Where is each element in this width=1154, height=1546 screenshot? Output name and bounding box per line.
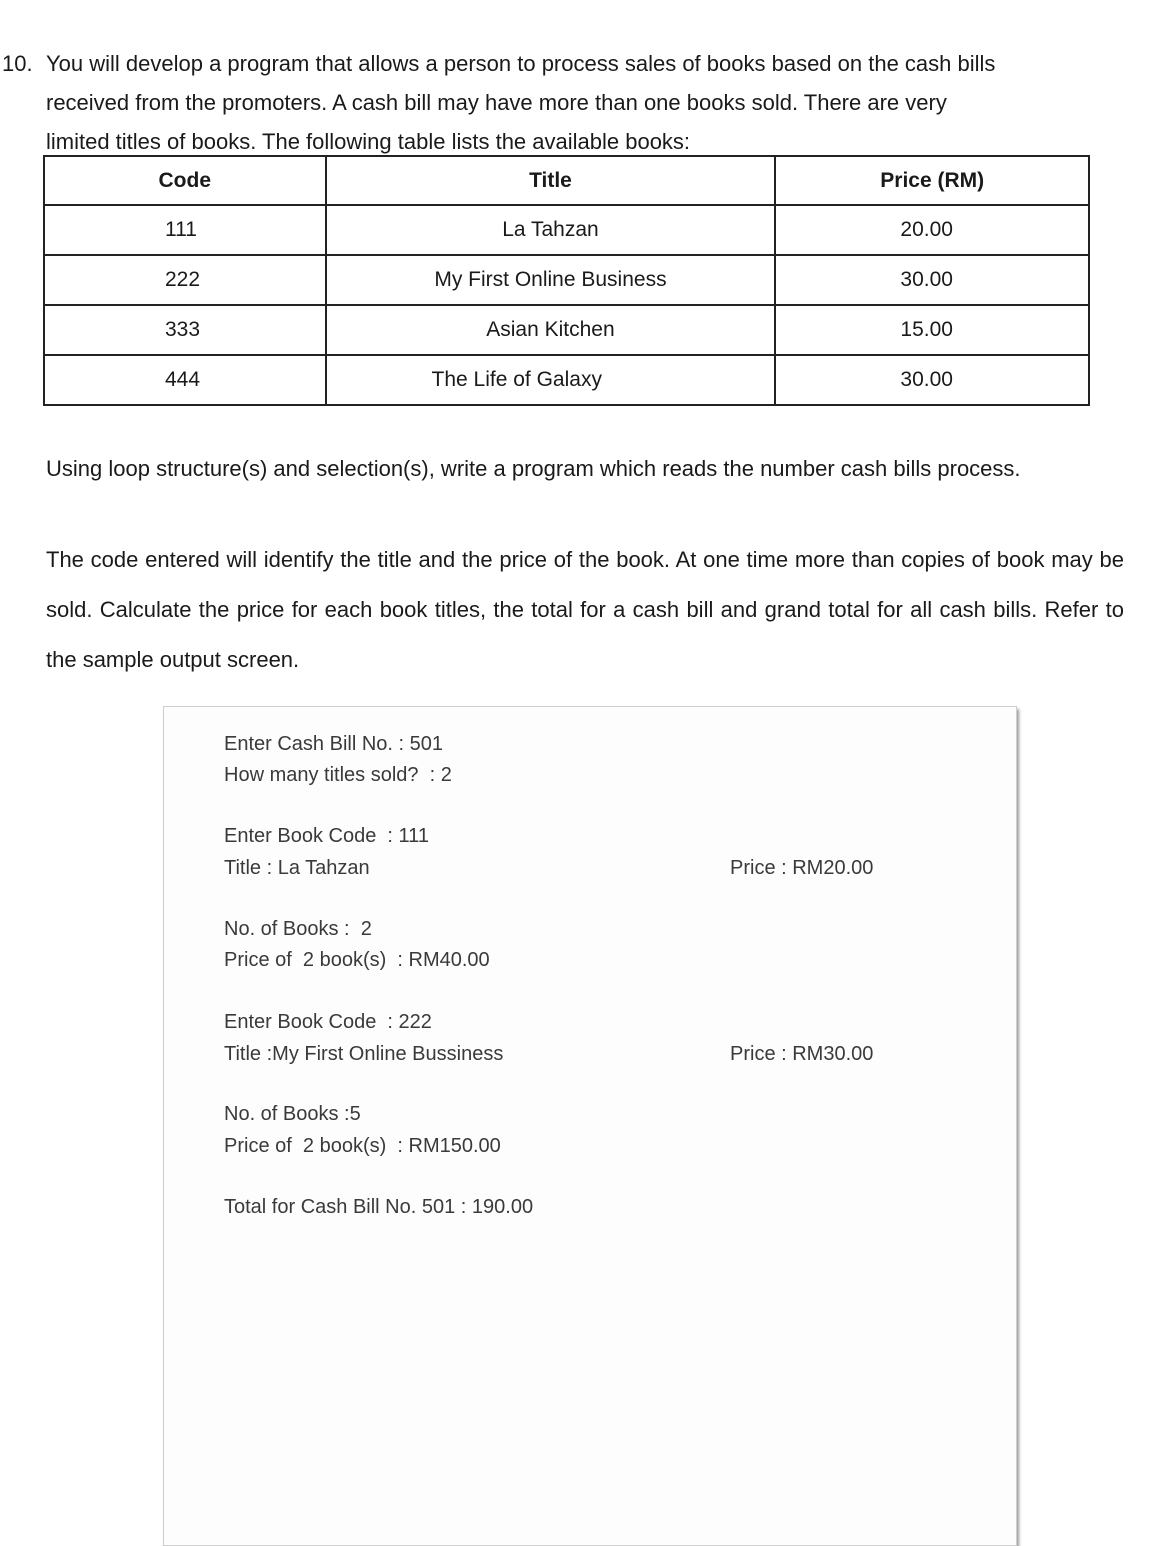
question-intro xyxy=(46,44,1136,161)
output-book1-price: Price : RM20.00 xyxy=(730,857,874,879)
book-title: My First Online Business xyxy=(326,255,776,305)
book-code: 222 xyxy=(44,255,326,305)
book-code: 111 xyxy=(44,205,326,255)
table-row xyxy=(44,205,1089,255)
instruction-text: Using loop structure(s) and selection(s), write a program which reads the number cash bills process. xyxy=(46,456,1021,481)
intro-line: limited titles of books. The following table lists the available books: xyxy=(46,129,691,154)
book-price: 20.00 xyxy=(775,205,1089,255)
table-row xyxy=(44,255,1089,305)
book-title: The Life of Galaxy xyxy=(326,355,776,405)
instruction-paragraph-2 xyxy=(46,535,1124,685)
output-bill-total: Total for Cash Bill No. 501 : 190.00 xyxy=(224,1196,534,1218)
instruction-paragraph-1 xyxy=(46,452,1124,486)
output-book2-code: Enter Book Code : 222 xyxy=(224,1011,432,1033)
output-book1-qty: No. of Books : 2 xyxy=(224,918,372,940)
book-code: 333 xyxy=(44,305,326,355)
table-header-row xyxy=(44,156,1089,205)
output-book2-title: Title :My First Online Bussiness xyxy=(224,1043,504,1065)
book-price: 30.00 xyxy=(775,255,1089,305)
question-number: 10. xyxy=(2,51,33,76)
book-price: 15.00 xyxy=(775,305,1089,355)
book-title: Asian Kitchen xyxy=(326,305,776,355)
output-titles-sold: How many titles sold? : 2 xyxy=(224,764,452,786)
sample-output-screen xyxy=(163,706,1017,1546)
instruction-text: The code entered will identify the title and the price of the book. At one time more than copies of book may be sold. Calculate the price for each book titles, the total for a cash bill and grand total for all cash bills. Refer to the sample output screen. xyxy=(46,547,1124,672)
output-cash-bill: Enter Cash Bill No. : 501 xyxy=(224,733,443,755)
output-book2-total: Price of 2 book(s) : RM150.00 xyxy=(224,1135,501,1157)
output-book2-qty: No. of Books :5 xyxy=(224,1103,361,1125)
output-book2-price: Price : RM30.00 xyxy=(730,1043,874,1065)
intro-line: You will develop a program that allows a person to process sales of books based on the cash bills xyxy=(46,51,996,76)
table-row xyxy=(44,355,1089,405)
header-code: Code xyxy=(44,156,326,205)
book-price: 30.00 xyxy=(775,355,1089,405)
table-row xyxy=(44,305,1089,355)
intro-line: received from the promoters. A cash bill may have more than one books sold. There are very xyxy=(46,90,947,115)
book-title: La Tahzan xyxy=(326,205,776,255)
books-table xyxy=(43,155,1090,406)
book-code: 444 xyxy=(44,355,326,405)
header-price: Price (RM) xyxy=(775,156,1089,205)
header-title: Title xyxy=(326,156,776,205)
output-book1-title: Title : La Tahzan xyxy=(224,857,370,879)
output-book1-code: Enter Book Code : 111 xyxy=(224,825,429,847)
output-book1-total: Price of 2 book(s) : RM40.00 xyxy=(224,949,490,971)
